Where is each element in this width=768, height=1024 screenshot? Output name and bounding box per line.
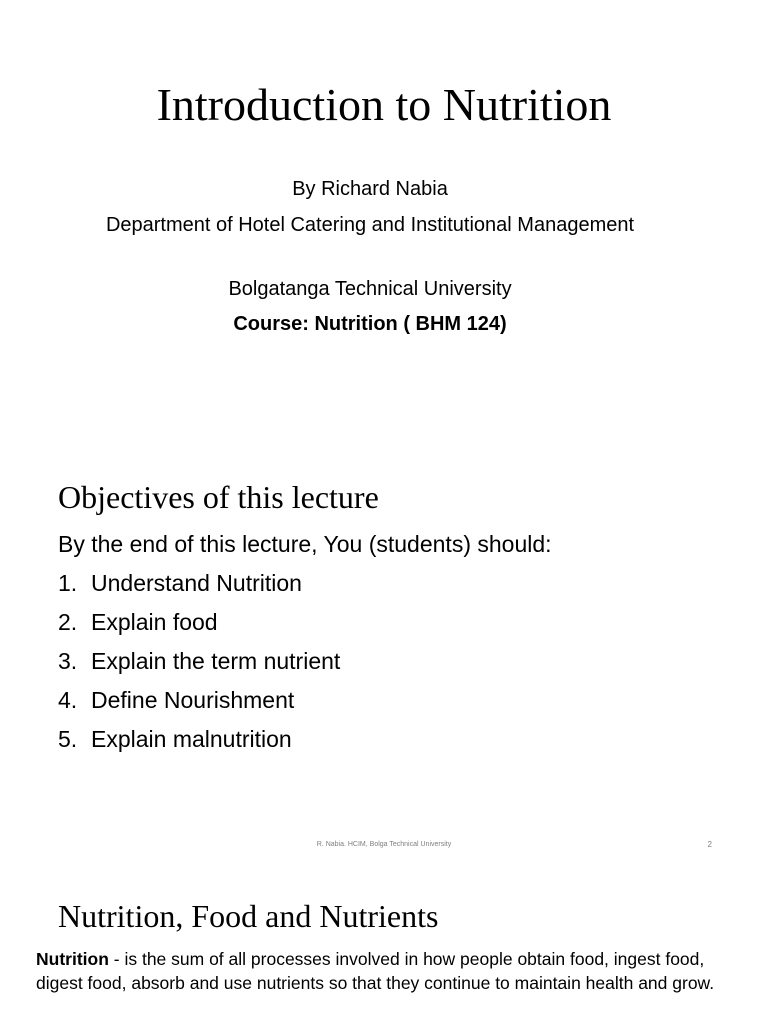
definition-term: Nutrition bbox=[36, 949, 109, 969]
list-item-number: 3. bbox=[58, 648, 78, 674]
department-line: Department of Hotel Catering and Institutional Management bbox=[105, 214, 635, 236]
list-item-text: Understand Nutrition bbox=[91, 570, 302, 596]
course-line: Course: Nutrition ( BHM 124) bbox=[233, 313, 507, 335]
list-item bbox=[58, 685, 340, 724]
list-item bbox=[58, 568, 340, 607]
objectives-heading: Objectives of this lecture bbox=[58, 479, 379, 515]
list-item bbox=[58, 607, 340, 646]
list-item bbox=[58, 724, 340, 763]
list-item bbox=[58, 646, 340, 685]
list-item-number: 2. bbox=[58, 609, 78, 635]
section-heading: Nutrition, Food and Nutrients bbox=[58, 898, 439, 934]
university-line: Bolgatanga Technical University bbox=[228, 278, 512, 300]
objectives-intro: By the end of this lecture, You (students) should: bbox=[58, 531, 552, 557]
slide-title: Introduction to Nutrition bbox=[156, 79, 612, 130]
page-number: 2 bbox=[707, 840, 712, 849]
objectives-list bbox=[58, 568, 340, 763]
list-item-text: Explain the term nutrient bbox=[91, 648, 341, 674]
definition-paragraph bbox=[36, 948, 736, 995]
slide-footer: R. Nabia. HCIM, Bolga Technical University bbox=[316, 841, 452, 848]
list-item-number: 4. bbox=[58, 687, 78, 713]
list-item-text: Define Nourishment bbox=[91, 687, 295, 713]
list-item-number: 1. bbox=[58, 570, 78, 596]
author-line: By Richard Nabia bbox=[292, 178, 448, 200]
list-item-number: 5. bbox=[58, 726, 78, 752]
list-item-text: Explain malnutrition bbox=[91, 726, 292, 752]
definition-text: - is the sum of all processes involved in how people obtain food, ingest food, digest food, absorb and use nutrients so that they continue to maintain health and grow. bbox=[36, 949, 715, 993]
list-item-text: Explain food bbox=[91, 609, 218, 635]
